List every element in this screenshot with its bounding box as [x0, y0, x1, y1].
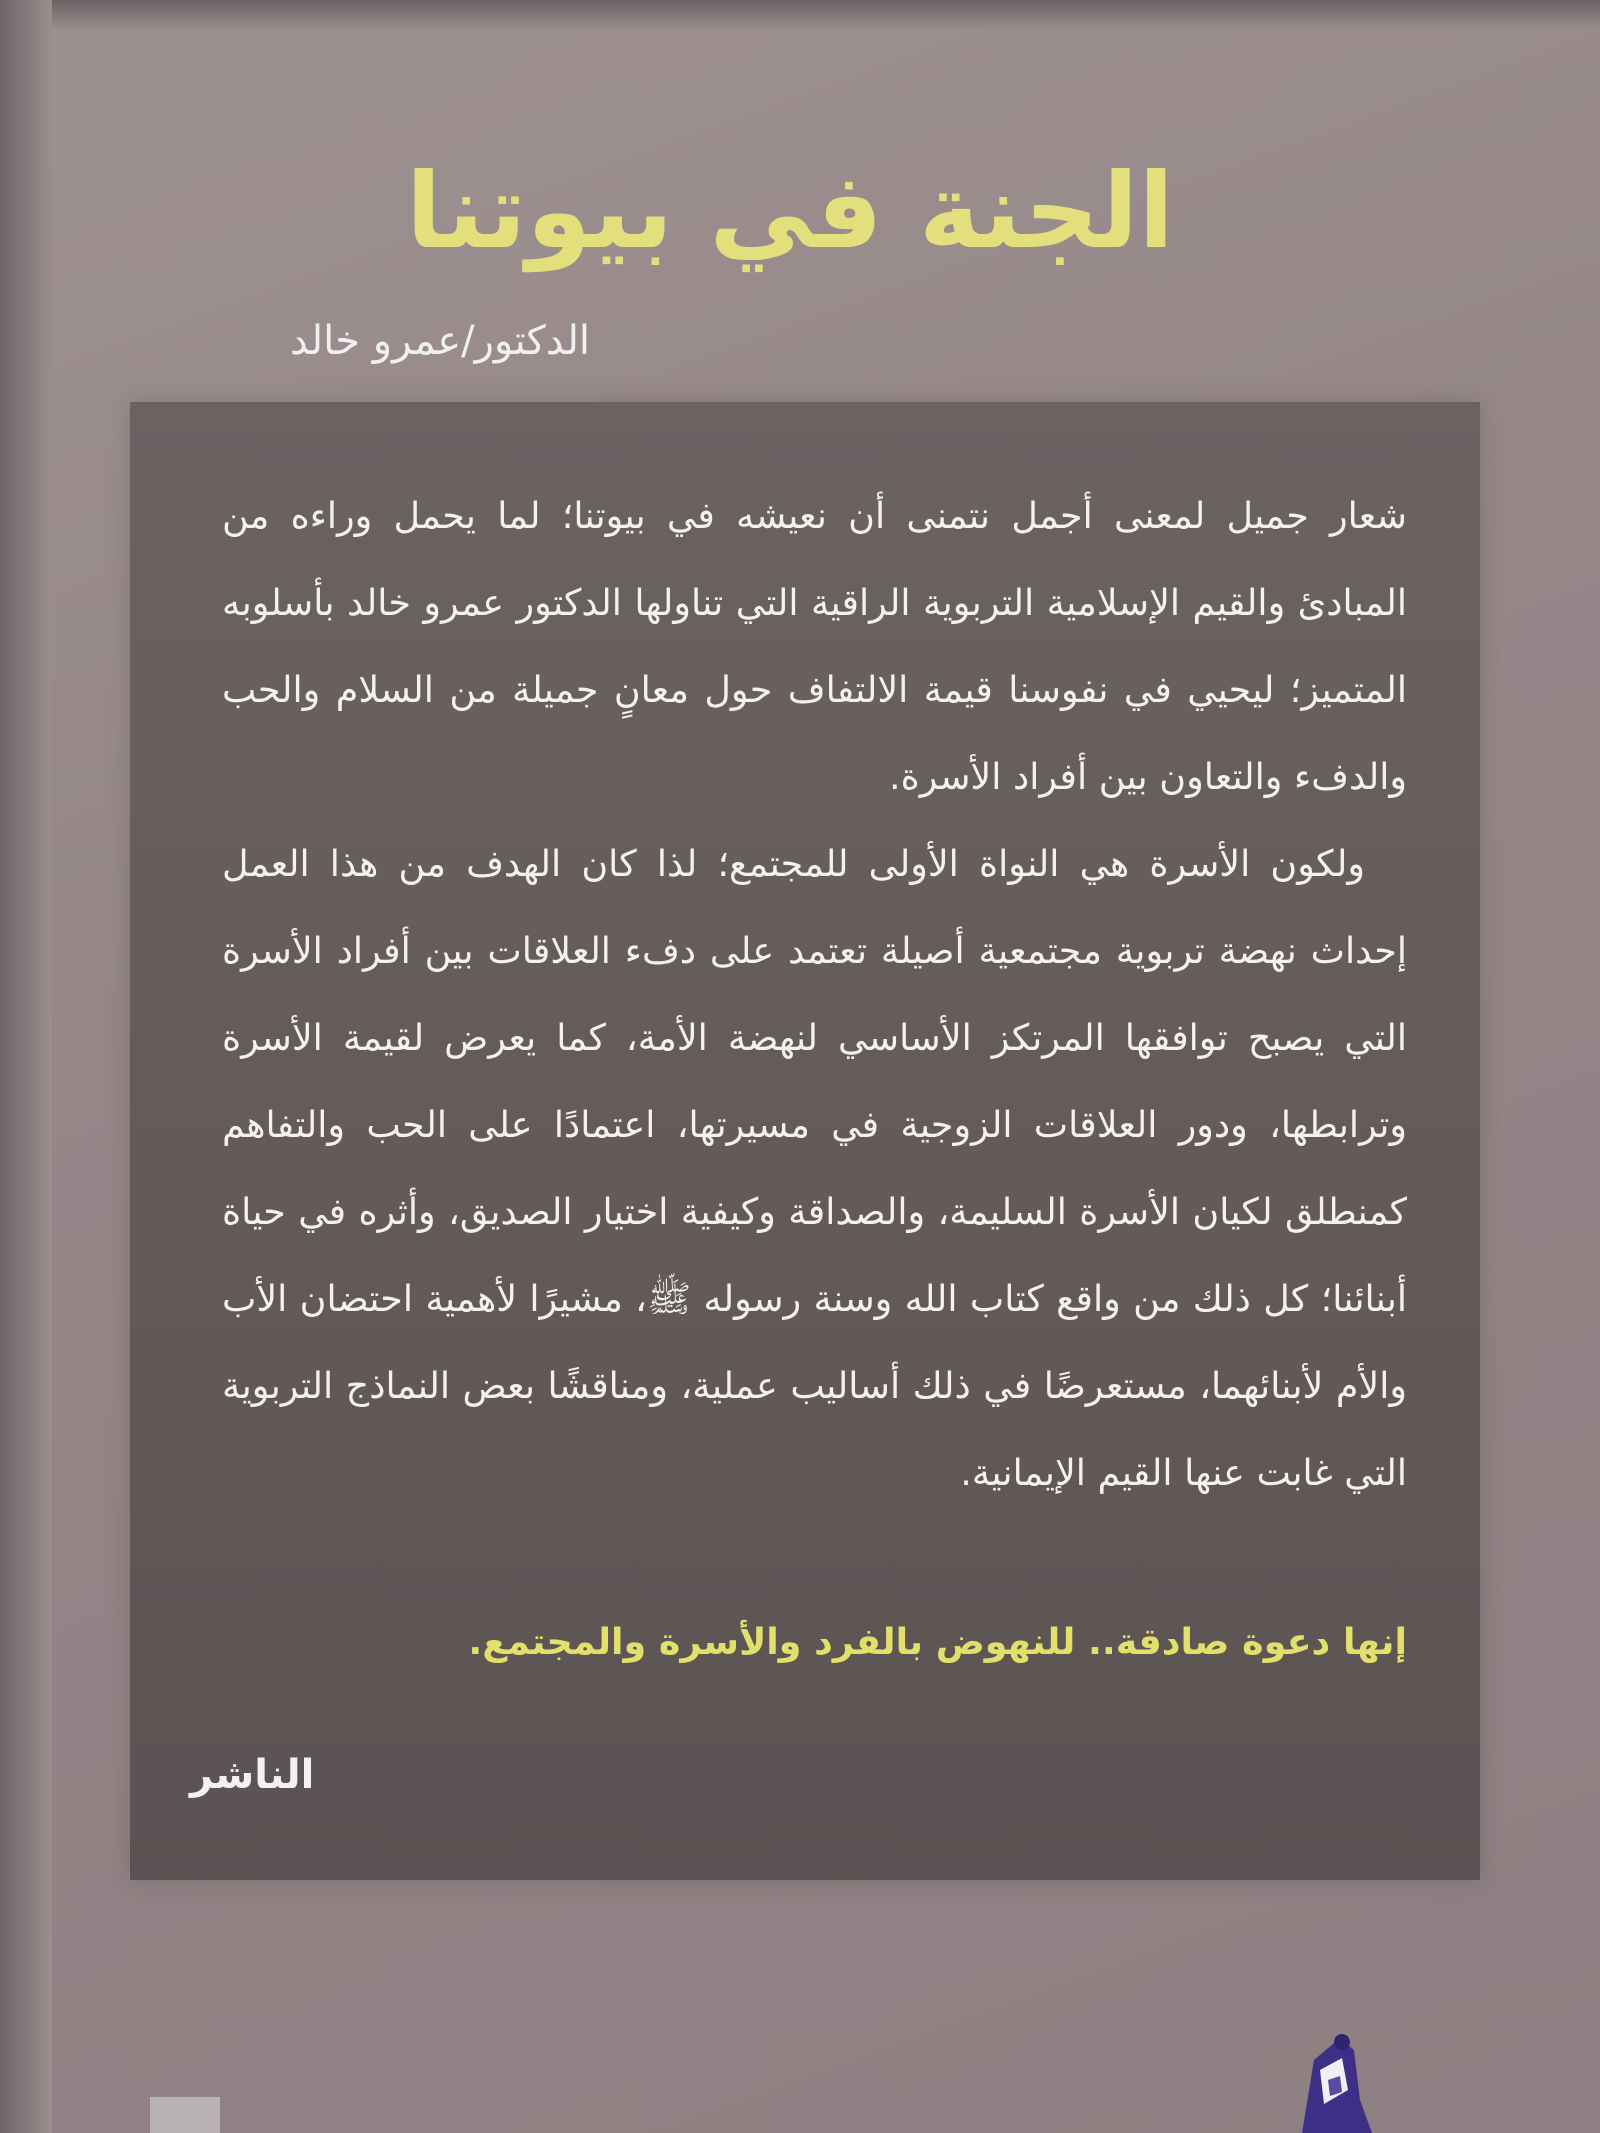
blurb-text	[222, 472, 1407, 1516]
barcode-sticker-edge	[150, 2095, 220, 2133]
book-author: الدكتور/عمرو خالد	[289, 318, 590, 364]
blurb-panel	[130, 402, 1480, 1880]
publisher-logo-icon	[1262, 2020, 1382, 2133]
book-top-edge	[52, 0, 1600, 30]
blurb-slogan: إنها دعوة صادقة.. للنهوض بالفرد والأسرة والمجتمع.	[468, 1620, 1407, 1663]
blurb-paragraph-1: شعار جميل لمعنى أجمل نتمنى أن نعيشه في بيوتنا؛ لما يحمل وراءه من المبادئ والقيم الإسلامية التربوية الراقية التي تناولها الدكتور عمرو خالد بأسلوبه المتميز؛ ليحيي في نفوسنا قيمة الالتفاف حول معانٍ جميلة من السلام والحب والدفء والتعاون بين أفراد الأسرة.	[222, 494, 1407, 798]
book-title: الجنة في بيوتنا	[405, 150, 1175, 272]
blurb-paragraph-2: ولكون الأسرة هي النواة الأولى للمجتمع؛ لذا كان الهدف من هذا العمل إحداث نهضة تربوية مجتمعية أصيلة تعتمد على دفء العلاقات بين أفراد الأسرة التي يصبح توافقها المرتكز الأساسي لنهضة الأمة، كما يعرض لقيمة الأسرة وترابطها، ودور العلاقات الزوجية في مسيرتها، اعتمادًا على الحب والتفاهم كمنطلق لكيان الأسرة السليمة، والصداقة وكيفية اختيار الصديق، وأثره في حياة أبنائنا؛ كل ذلك من واقع كتاب الله وسنة رسوله ﷺ، مشيرًا لأهمية احتضان الأب والأم لأبنائهما، مستعرضًا في ذلك أساليب عملية، ومناقشًا بعض النماذج التربوية التي غابت عنها القيم الإيمانية.	[222, 842, 1407, 1494]
book-spine-edge	[0, 0, 52, 2133]
publisher-signature: الناشر	[190, 1752, 315, 1798]
